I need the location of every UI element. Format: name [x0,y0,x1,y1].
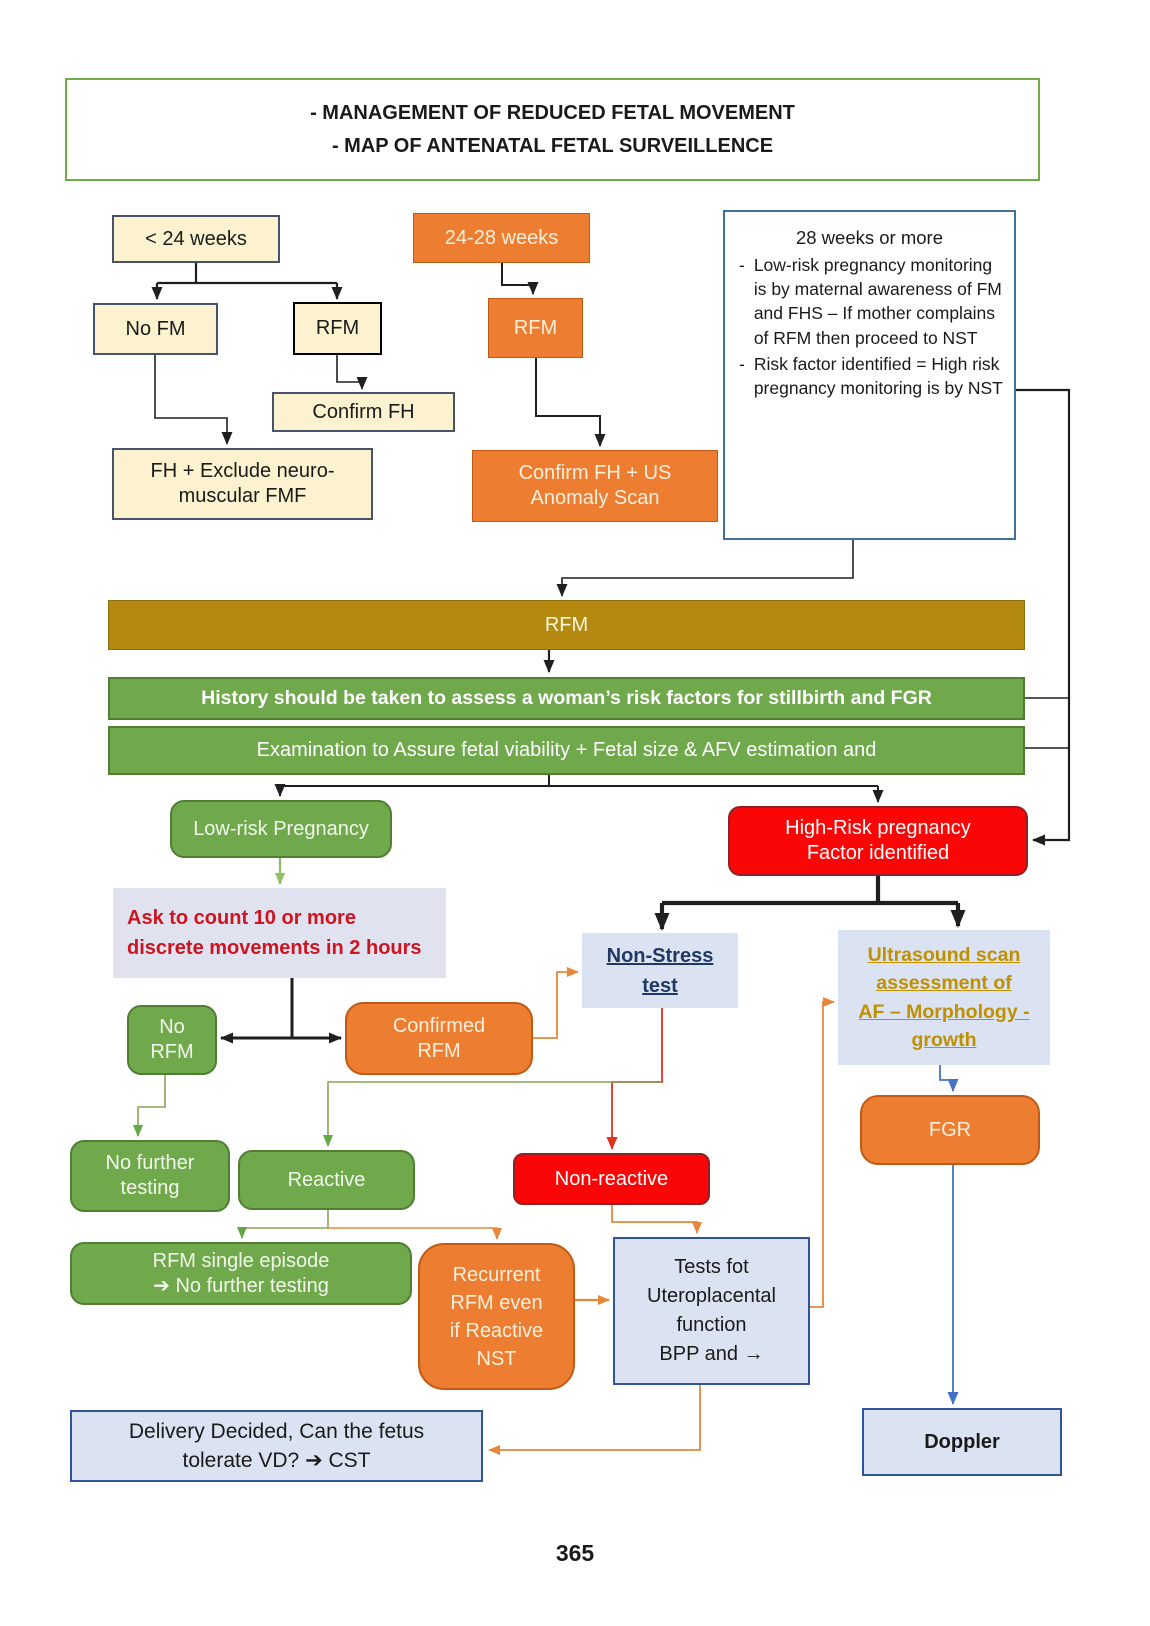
node-recurrent-rfm [418,1243,575,1390]
info-box-title: 28 weeks or more [795,227,944,248]
edge-rfm2428-to-confirmfhus [536,358,600,446]
edge-reactive-to-singleepisode [242,1210,328,1238]
node-28-weeks-or-more [723,210,1016,540]
node-label: ➔ No further testing [153,1274,329,1297]
edge-exambar-split [280,775,878,786]
node-confirmed-rfm [345,1002,533,1075]
bullet-text: Risk factor identified = High risk pregnancy monitoring is by NST [753,353,1003,398]
title-line-1: - MANAGEMENT OF REDUCED FETAL MOVEMENT [310,101,795,124]
node-label: Doppler [924,1430,1000,1453]
node-label: RFM [315,317,360,339]
node-label: Tests fot [674,1256,749,1278]
page-number: 365 [555,1540,595,1566]
node-label: BPP and → [659,1343,764,1365]
node-doppler [862,1408,1062,1476]
node-label: FH + Exclude neuro- [150,460,335,482]
bullet-text: Low-risk pregnancy monitoring is by maternal awareness of FM and FHS – If mother complains of RFM then proceed to NST [753,255,1002,348]
node-confirm-fh [272,392,455,432]
info-bullet-2 [725,350,1014,400]
node-label: function [676,1314,747,1336]
node-non-stress-test [582,933,738,1008]
node-label: Confirm FH + US [518,462,672,484]
node-label: Uteroplacental [647,1285,776,1307]
node-tests-uteroplacental [613,1237,810,1385]
node-label: Ultrasound scan [867,943,1021,966]
bullet-dash: - [739,353,745,374]
node-label: No FM [125,317,186,340]
node-label: FGR [928,1118,972,1141]
node-label: RFM single episode [152,1249,330,1272]
edge-reactive-to-recurrent [328,1228,497,1239]
node-label: History should be taken to assess a woman’s risk factors for stillbirth and FGR [201,687,932,710]
edge-highrisk-split [662,876,958,903]
node-label: test [642,974,678,997]
node-rfm-single-episode [70,1242,412,1305]
node-no-fm [93,303,218,355]
node-label: Non-Stress [606,944,714,967]
node-label: Anomaly Scan [530,487,660,509]
node-reactive [238,1150,415,1210]
bullet-dash: - [739,255,745,276]
node-low-risk-pregnancy [170,800,392,858]
edge-tests-to-uss [810,1002,834,1307]
node-rfm-bar [108,600,1025,650]
node-delivery-decided [70,1410,483,1482]
node-history-bar [108,677,1025,720]
node-label: muscular FMF [178,485,307,507]
node-label: growth [911,1028,977,1051]
title-line-2: - MAP OF ANTENATAL FETAL SURVEILLENCE [331,134,774,157]
node-fgr [860,1095,1040,1165]
node-label: Non-reactive [554,1167,669,1190]
node-non-reactive [513,1153,710,1205]
node-ask-to-count [113,888,446,978]
edge-lt24-split [157,263,337,283]
edge-rfm-to-confirmfh [337,355,362,389]
edge-wk28-to-rfmbar [562,540,853,596]
edge-nofm-to-fhexclude [155,355,227,444]
node-label: RFM [417,1039,461,1062]
node-ultrasound-scan-assessment [838,930,1050,1065]
node-no-rfm [127,1005,217,1075]
node-label: No further [105,1152,195,1174]
edge-tests-to-delivery [489,1385,700,1450]
node-label: tolerate VD? ➔ CST [182,1449,371,1472]
node-label: < 24 weeks [145,227,247,250]
node-label: Confirm FH [312,400,415,423]
node-label: Reactive [287,1168,366,1191]
node-label: Ask to count 10 or more [127,907,356,929]
node-label: Factor identified [806,842,950,864]
node-label: assessment of [876,972,1012,995]
edge-2428-to-rfm [502,263,533,294]
node-label: testing [120,1177,180,1199]
node-rfm-under-24 [293,302,382,355]
node-label: RFM [544,613,589,636]
node-label: No [159,1016,185,1038]
edge-uss-to-fgr [940,1065,953,1091]
node-label: Examination to Assure fetal viability + Fetal size & AFV estimation and [256,739,877,761]
node-label: Recurrent [452,1263,541,1286]
node-label: discrete movements in 2 hours [127,937,422,959]
node-label: 24-28 weeks [444,226,559,249]
node-label: RFM [513,316,558,339]
node-label: High-Risk pregnancy [785,817,971,839]
node-label: Low-risk Pregnancy [193,817,369,840]
node-label: NST [476,1347,517,1370]
node-label: Delivery Decided, Can the fetus [128,1419,425,1443]
node-high-risk-pregnancy [728,806,1028,876]
title-box [65,78,1040,181]
node-label: RFM [150,1041,194,1063]
node-label: if Reactive [449,1319,544,1342]
edge-norfm-to-nofurther [138,1075,165,1136]
node-confirm-fh-us-anomaly [472,450,718,522]
node-24-28-weeks [413,213,590,263]
info-bullet-1 [725,251,1014,350]
node-label: RFM even [450,1291,543,1314]
edge-confirmedrfm-to-nst [533,972,578,1038]
node-examination-bar [108,726,1025,775]
node-rfm-24-28 [488,298,583,358]
node-no-further-testing [70,1140,230,1212]
edge-nonreactive-to-tests [612,1205,697,1233]
node-fh-exclude-neuromuscular [112,448,373,520]
node-under-24-weeks [112,215,280,263]
edge-nst-to-nonreactive [612,1008,662,1149]
node-label: Confirmed [392,1014,486,1037]
node-label: AF – Morphology - [858,1000,1030,1023]
